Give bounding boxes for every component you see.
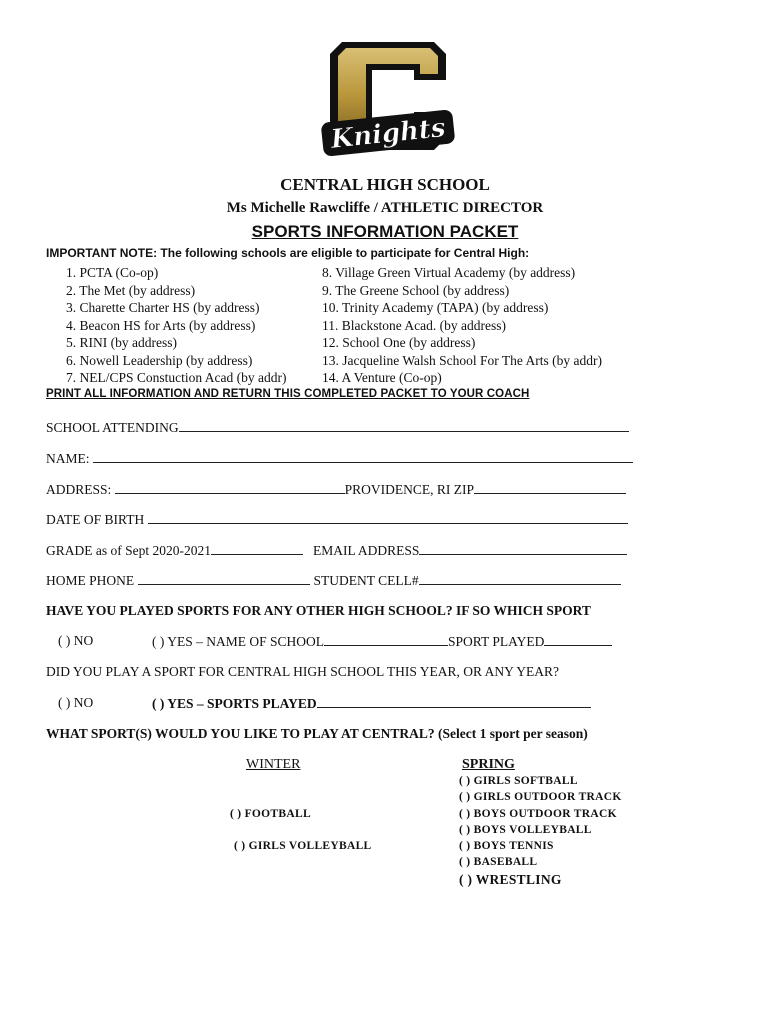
address-row — [46, 481, 626, 498]
list-item: 7. NEL/CPS Constuction Acad (by addr) — [66, 370, 287, 385]
winter-option-girls-volleyball[interactable]: ( ) GIRLS VOLLEYBALL — [234, 840, 372, 852]
grade-field[interactable] — [211, 542, 303, 555]
q1-yes-option[interactable]: ( ) YES – NAME OF SCHOOL — [152, 634, 325, 649]
list-item: 8. Village Green Virtual Academy (by address) — [322, 265, 576, 280]
grade-email-row — [46, 542, 627, 559]
spring-option-boys-volleyball[interactable]: ( ) BOYS VOLLEYBALL — [459, 824, 592, 836]
school-title: CENTRAL HIGH SCHOOL — [280, 175, 490, 194]
q1-sport-field[interactable] — [544, 633, 612, 646]
dob-field[interactable] — [148, 511, 628, 524]
list-item: 9. The Greene School (by address) — [322, 282, 510, 298]
q2-no-option[interactable]: ( ) NO — [58, 695, 94, 710]
dob-label: DATE OF BIRTH — [46, 512, 148, 527]
list-item: 2. The Met (by address) — [66, 282, 196, 298]
list-item: 3. Charette Charter HS (by address) — [66, 300, 260, 315]
spring-option-girls-softball[interactable]: ( ) GIRLS SOFTBALL — [459, 775, 578, 787]
spring-heading: SPRING — [462, 757, 515, 772]
knights-logo — [318, 36, 458, 164]
logo-text: Knights — [329, 113, 447, 155]
q1-yes-row — [152, 633, 612, 650]
grade-label: GRADE as of Sept 2020-2021 — [46, 543, 211, 558]
address-label: ADDRESS: — [46, 482, 115, 497]
school-attending-field[interactable] — [179, 419, 629, 432]
list-item: 6. Nowell Leadership (by address) — [66, 352, 253, 368]
spring-option-wrestling[interactable]: ( ) WRESTLING — [459, 872, 562, 887]
q1-no-option[interactable]: ( ) NO — [58, 633, 94, 648]
name-field[interactable] — [93, 450, 633, 463]
list-item: 5. RINI (by address) — [66, 335, 177, 350]
print-instruction: PRINT ALL INFORMATION AND RETURN THIS COMPLETED PACKET TO YOUR COACH — [46, 388, 530, 400]
spring-option-boys-tennis[interactable]: ( ) BOYS TENNIS — [459, 840, 554, 852]
spring-option-boys-outdoor-track[interactable]: ( ) BOYS OUTDOOR TRACK — [459, 808, 617, 820]
list-item: 14. A Venture (Co-op) — [322, 370, 442, 385]
q1-sport-label: SPORT PLAYED — [448, 634, 545, 649]
question-sport-choice: WHAT SPORT(S) WOULD YOU LIKE TO PLAY AT CENTRAL? (Select 1 sport per season) — [46, 726, 588, 741]
packet-title: SPORTS INFORMATION PACKET — [251, 222, 519, 241]
question-other-school: HAVE YOU PLAYED SPORTS FOR ANY OTHER HIGH SCHOOL? IF SO WHICH SPORT — [46, 603, 591, 618]
list-item: 1. PCTA (Co-op) — [66, 265, 159, 280]
student-cell-field[interactable] — [419, 572, 621, 585]
q1-school-field[interactable] — [324, 633, 448, 646]
school-attending-label: SCHOOL ATTENDING — [46, 420, 179, 435]
list-item: 10. Trinity Academy (TAPA) (by address) — [322, 300, 549, 315]
winter-option-football[interactable]: ( ) FOOTBALL — [230, 808, 311, 820]
question-central-sport: DID YOU PLAY A SPORT FOR CENTRAL HIGH SCHOOL THIS YEAR, OR ANY YEAR? — [46, 664, 559, 679]
dob-row — [46, 511, 628, 528]
address-field[interactable] — [115, 481, 345, 494]
important-note: IMPORTANT NOTE: The following schools are eligible to participate for Central High: — [46, 246, 530, 260]
student-cell-label: STUDENT CELL# — [313, 573, 419, 588]
spring-option-baseball[interactable]: ( ) BASEBALL — [459, 856, 538, 868]
q2-yes-row — [152, 695, 591, 712]
list-item: 11. Blackstone Acad. (by address) — [322, 317, 506, 333]
home-phone-field[interactable] — [138, 572, 310, 585]
eligible-schools-left — [66, 264, 286, 387]
list-item: 4. Beacon HS for Arts (by address) — [66, 317, 256, 333]
name-label: NAME: — [46, 451, 93, 466]
q2-sports-field[interactable] — [317, 695, 591, 708]
list-item: 12. School One (by address) — [322, 335, 476, 350]
zip-field[interactable] — [474, 481, 626, 494]
winter-heading: WINTER — [246, 757, 301, 772]
school-attending-row — [46, 419, 629, 436]
home-phone-label: HOME PHONE — [46, 573, 138, 588]
list-item: 13. Jacqueline Walsh School For The Arts (by addr) — [322, 352, 602, 368]
email-field[interactable] — [419, 542, 627, 555]
name-row — [46, 450, 633, 467]
eligible-schools-right — [322, 264, 602, 387]
director-line: Ms Michelle Rawcliffe / ATHLETIC DIRECTOR — [226, 200, 544, 216]
q2-yes-option[interactable]: ( ) YES – SPORTS PLAYED — [152, 696, 317, 711]
phone-row — [46, 572, 621, 589]
email-label: EMAIL ADDRESS — [313, 543, 420, 558]
spring-option-girls-outdoor-track[interactable]: ( ) GIRLS OUTDOOR TRACK — [459, 791, 622, 803]
city-label: PROVIDENCE, RI ZIP — [344, 482, 475, 497]
